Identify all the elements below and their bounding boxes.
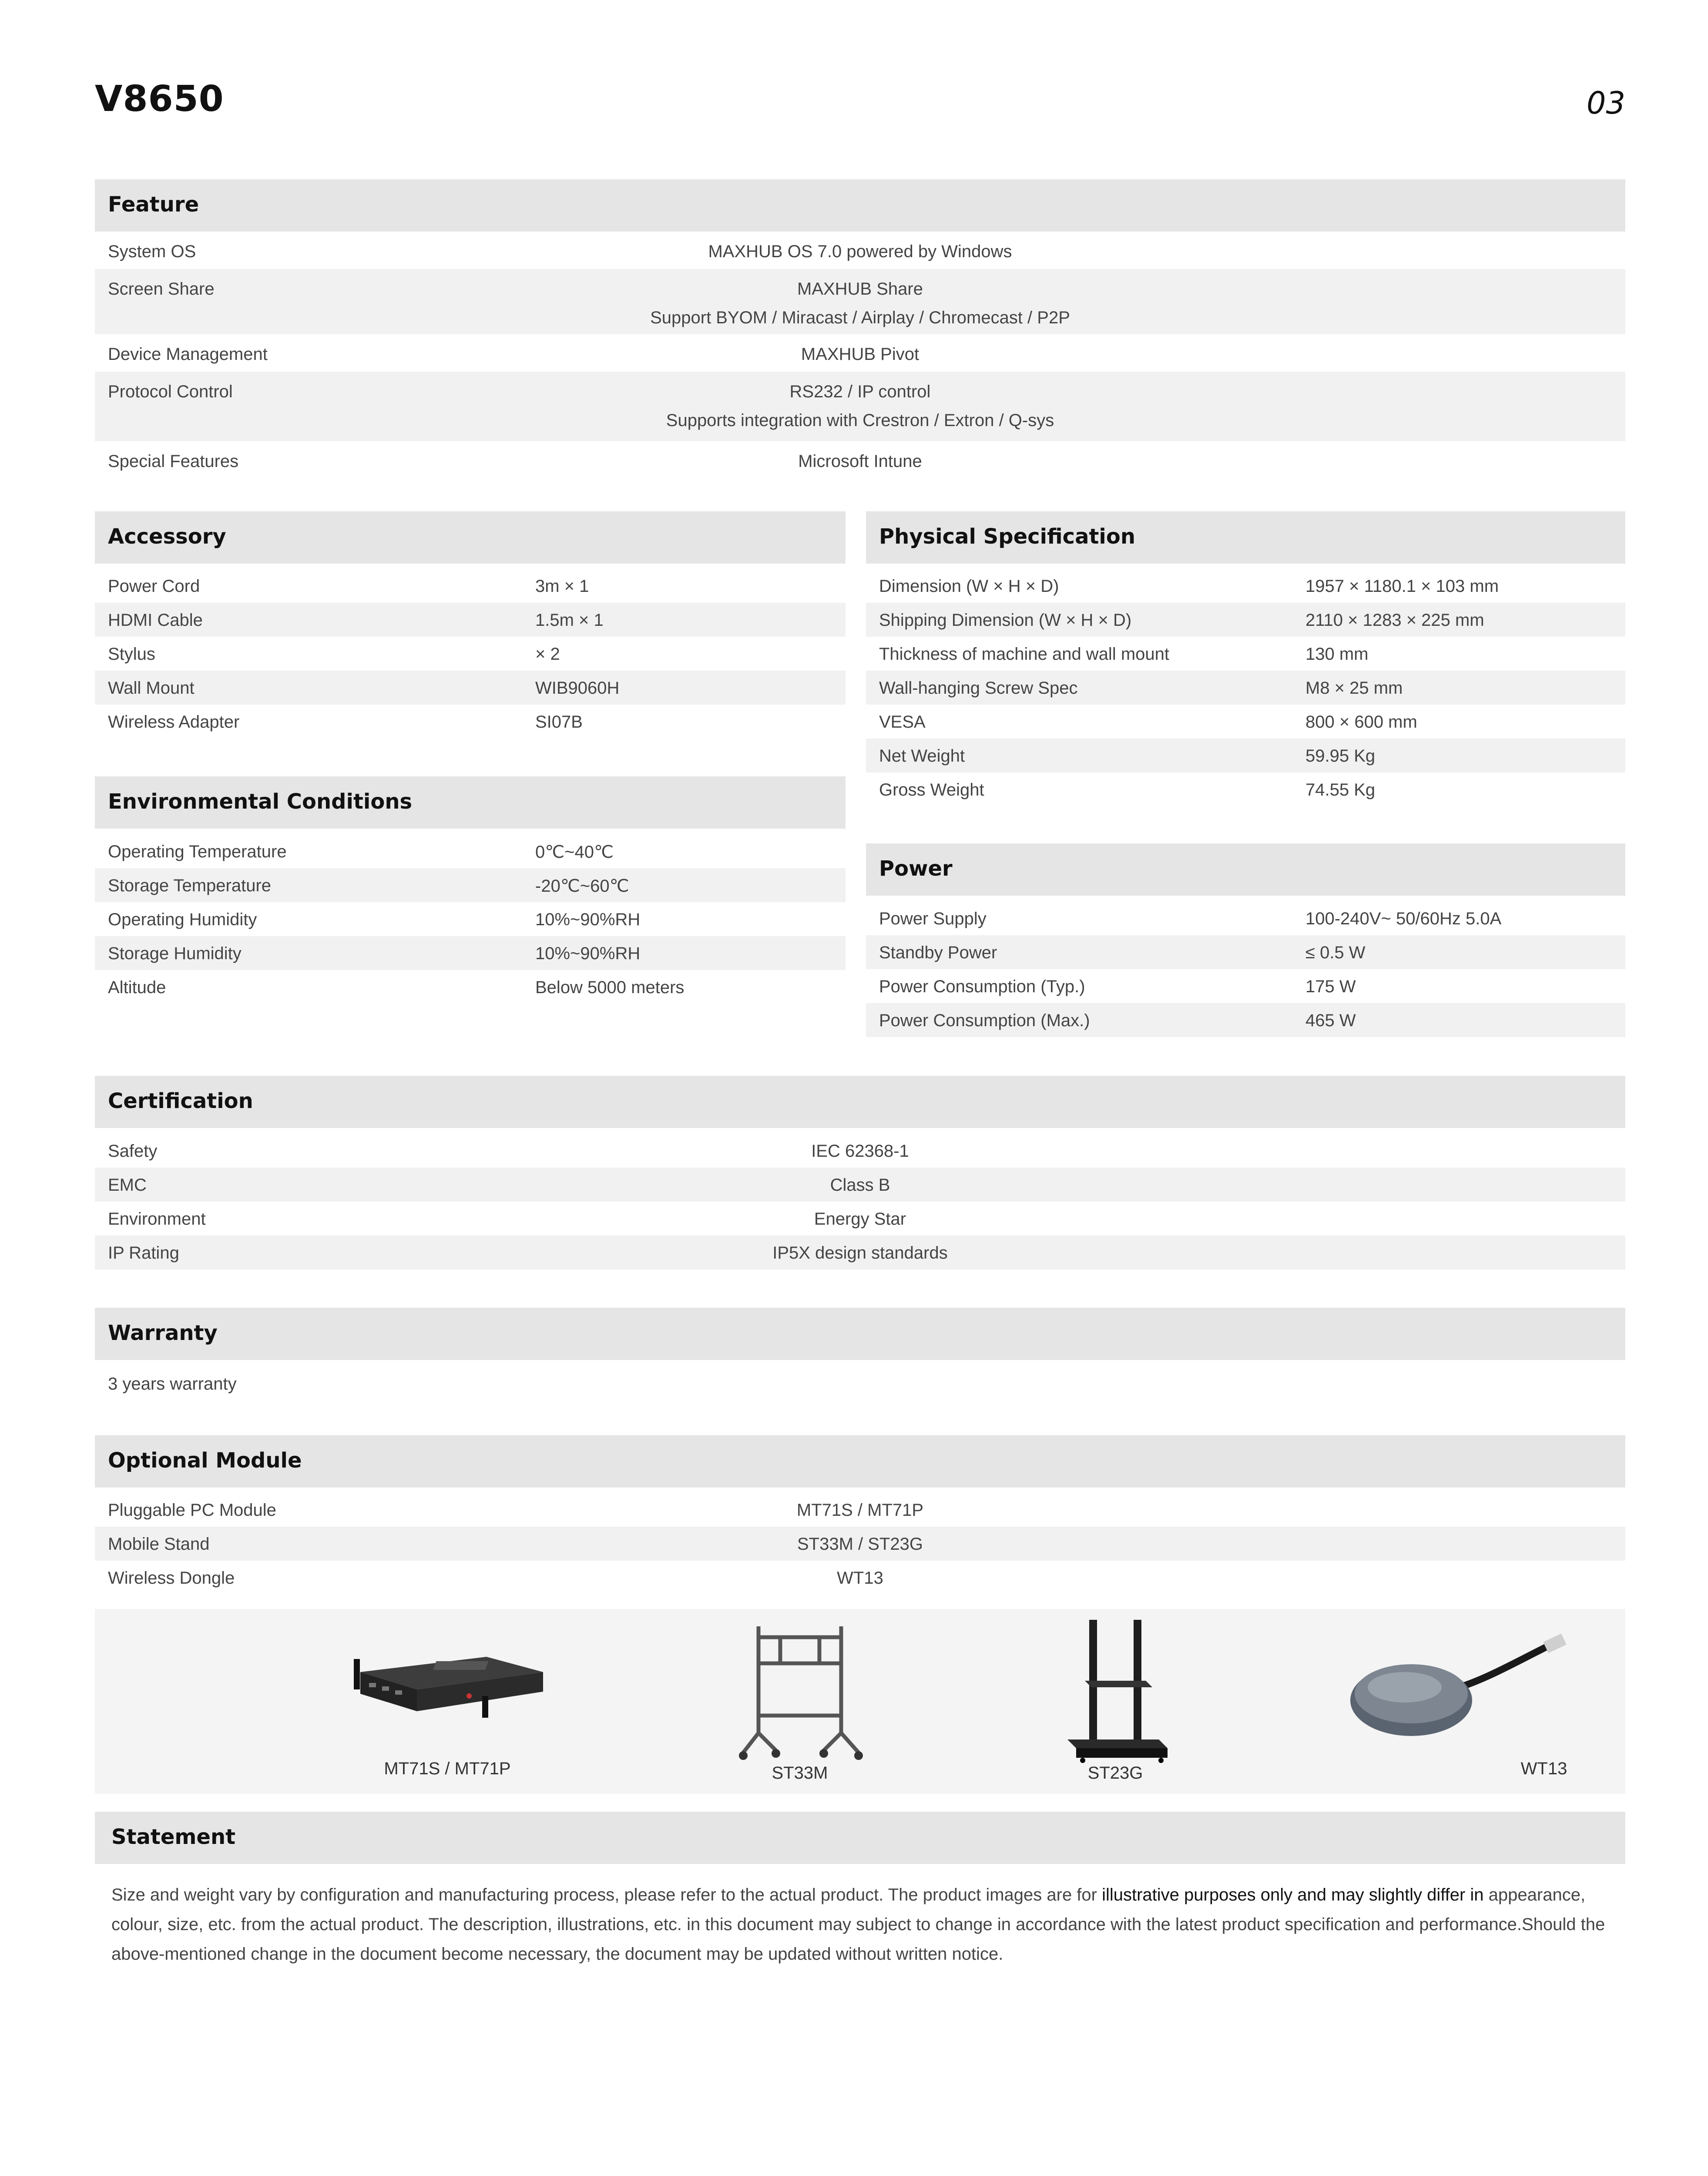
row-label: Power Cord	[108, 577, 200, 596]
accessory-title: Accessory	[108, 524, 226, 549]
feature-title: Feature	[108, 192, 199, 217]
table-row	[866, 671, 1625, 705]
table-row	[95, 671, 846, 705]
row-value: 2110 × 1283 × 225 mm	[1305, 611, 1484, 630]
row-value: IEC 62368-1	[811, 1142, 909, 1161]
table-row	[95, 441, 1625, 479]
table-row	[95, 834, 846, 868]
warranty-title: Warranty	[108, 1321, 218, 1345]
row-value: Microsoft Intune	[798, 452, 922, 471]
row-value: 800 × 600 mm	[1305, 712, 1417, 732]
row-value: 59.95 Kg	[1305, 746, 1376, 766]
table-row	[95, 1134, 1625, 1168]
row-label: IP Rating	[108, 1243, 179, 1263]
table-row	[866, 569, 1625, 603]
table-row	[95, 868, 846, 902]
table-row	[866, 935, 1625, 969]
warranty-header	[95, 1308, 1625, 1360]
row-label: Wireless Adapter	[108, 712, 240, 732]
table-row	[866, 772, 1625, 806]
certification-title: Certification	[108, 1089, 253, 1113]
table-row	[866, 1003, 1625, 1037]
row-value: MAXHUB Share	[797, 279, 923, 299]
row-label: Storage Temperature	[108, 876, 272, 895]
row-value: × 2	[535, 645, 560, 664]
row-value: M8 × 25 mm	[1305, 678, 1403, 698]
row-label: Wireless Dongle	[108, 1568, 235, 1588]
certification-header	[95, 1076, 1625, 1128]
row-label: Screen Share	[108, 279, 215, 299]
row-label: Thickness of machine and wall mount	[879, 645, 1169, 664]
row-label: Safety	[108, 1142, 158, 1161]
table-row	[95, 1493, 1625, 1527]
row-label: Storage Humidity	[108, 944, 242, 963]
table-row	[866, 705, 1625, 739]
table-row	[866, 969, 1625, 1003]
row-value: ST33M / ST23G	[797, 1535, 923, 1554]
physical-header	[866, 511, 1625, 564]
row-value: 3m × 1	[535, 577, 589, 596]
row-label: Dimension (W × H × D)	[879, 577, 1059, 596]
table-row	[95, 1236, 1625, 1269]
power-title: Power	[879, 856, 953, 881]
row-value: MAXHUB Pivot	[801, 345, 919, 364]
table-row	[95, 936, 846, 970]
power-header	[866, 843, 1625, 896]
row-value: Class B	[830, 1175, 890, 1195]
table-row	[95, 334, 1625, 372]
row-label: Operating Humidity	[108, 910, 257, 929]
row-value: 1957 × 1180.1 × 103 mm	[1305, 577, 1499, 596]
table-row	[95, 705, 846, 739]
warranty-text: 3 years warranty	[108, 1374, 237, 1394]
row-value: 10%~90%RH	[535, 910, 641, 929]
statement-text	[111, 1880, 1617, 1969]
statement-emphasis: illustrative purposes only and may slightly differ in	[1102, 1885, 1484, 1904]
physical-title: Physical Specification	[879, 524, 1136, 549]
row-label: Protocol Control	[108, 382, 233, 401]
row-label: Power Supply	[879, 909, 987, 928]
row-label: Standby Power	[879, 943, 997, 962]
row-value: MT71S / MT71P	[796, 1501, 924, 1520]
row-label: Wall Mount	[108, 678, 195, 698]
row-value: SI07B	[535, 712, 583, 732]
statement-header	[95, 1812, 1625, 1864]
row-label: VESA	[879, 712, 926, 732]
row-value: 175 W	[1305, 977, 1356, 996]
row-value: WIB9060H	[535, 678, 620, 698]
row-value: ≤ 0.5 W	[1305, 943, 1366, 962]
row-label: Power Consumption (Typ.)	[879, 977, 1085, 996]
row-label: Mobile Stand	[108, 1535, 210, 1554]
table-row	[95, 569, 846, 603]
row-label: Device Management	[108, 345, 268, 364]
optional-title: Optional Module	[108, 1448, 302, 1473]
row-value: -20℃~60℃	[535, 876, 629, 896]
table-row	[95, 232, 1625, 269]
row-label: Gross Weight	[879, 780, 984, 799]
statement-title: Statement	[111, 1825, 236, 1849]
product-caption: ST23G	[1087, 1763, 1143, 1783]
table-row	[95, 1202, 1625, 1236]
row-label: Operating Temperature	[108, 842, 287, 861]
table-row	[95, 1527, 1625, 1561]
table-row	[95, 970, 846, 1004]
table-row	[95, 372, 1625, 441]
row-value: Below 5000 meters	[535, 978, 685, 997]
table-row	[95, 902, 846, 936]
row-value: Energy Star	[814, 1209, 906, 1229]
row-value: 100-240V~ 50/60Hz 5.0A	[1305, 909, 1502, 928]
row-label: System OS	[108, 242, 196, 261]
row-value: 0℃~40℃	[535, 843, 614, 862]
table-row	[95, 603, 846, 637]
row-value: MAXHUB OS 7.0 powered by Windows	[708, 242, 1012, 261]
table-row	[95, 1367, 1625, 1400]
row-label: Power Consumption (Max.)	[879, 1011, 1090, 1030]
row-value: Supports integration with Crestron / Extron / Q-sys	[666, 411, 1054, 430]
product-caption: ST33M	[772, 1763, 828, 1783]
row-label: EMC	[108, 1175, 147, 1195]
mobile-stand-icon	[735, 1620, 865, 1766]
table-row	[866, 901, 1625, 935]
row-value: 10%~90%RH	[535, 944, 641, 963]
row-value: 74.55 Kg	[1305, 780, 1376, 799]
row-value: IP5X design standards	[772, 1243, 948, 1263]
table-row	[95, 1561, 1625, 1595]
row-value: 1.5m × 1	[535, 611, 604, 630]
row-value: Support BYOM / Miracast / Airplay / Chromecast / P2P	[650, 308, 1070, 327]
optional-header	[95, 1435, 1625, 1488]
row-value: 465 W	[1305, 1011, 1356, 1030]
table-row	[95, 1168, 1625, 1202]
wireless-dongle-icon	[1344, 1633, 1570, 1746]
row-label: Shipping Dimension (W × H × D)	[879, 611, 1132, 630]
environment-title: Environmental Conditions	[108, 789, 413, 814]
row-label: Environment	[108, 1209, 206, 1229]
environment-header	[95, 776, 846, 829]
table-row	[95, 637, 846, 671]
row-label: Wall-hanging Screw Spec	[879, 678, 1078, 698]
row-value: 130 mm	[1305, 645, 1369, 664]
table-row	[95, 269, 1625, 334]
row-label: Stylus	[108, 645, 155, 664]
pc-module-icon	[343, 1631, 552, 1718]
statement-text-part: Size and weight vary by configuration and manufacturing process, please refer to the actual product. The product images are for	[111, 1885, 1102, 1904]
product-caption: MT71S / MT71P	[384, 1759, 511, 1778]
page-number: 03	[1586, 85, 1625, 121]
feature-header	[95, 179, 1625, 232]
row-label: Special Features	[108, 452, 239, 471]
statement-text-part: appearance, colour, size, etc. from the actual product. The description, illustrations, etc. in this document may subject to change in accordance with the latest product specification and performance.Should the above-mentioned change in the document become necessary, the document may be updated without written notice.	[111, 1885, 1605, 1964]
row-label: Net Weight	[879, 746, 965, 766]
row-value: WT13	[837, 1568, 883, 1588]
product-images	[95, 1609, 1625, 1794]
product-caption: WT13	[1520, 1759, 1567, 1778]
row-label: Altitude	[108, 978, 166, 997]
model-title: V8650	[95, 78, 224, 120]
row-value: RS232 / IP control	[789, 382, 931, 401]
table-row	[866, 637, 1625, 671]
table-row	[866, 603, 1625, 637]
floor-stand-icon	[1059, 1618, 1172, 1763]
accessory-header	[95, 511, 846, 564]
row-label: HDMI Cable	[108, 611, 203, 630]
table-row	[866, 739, 1625, 772]
row-label: Pluggable PC Module	[108, 1501, 276, 1520]
